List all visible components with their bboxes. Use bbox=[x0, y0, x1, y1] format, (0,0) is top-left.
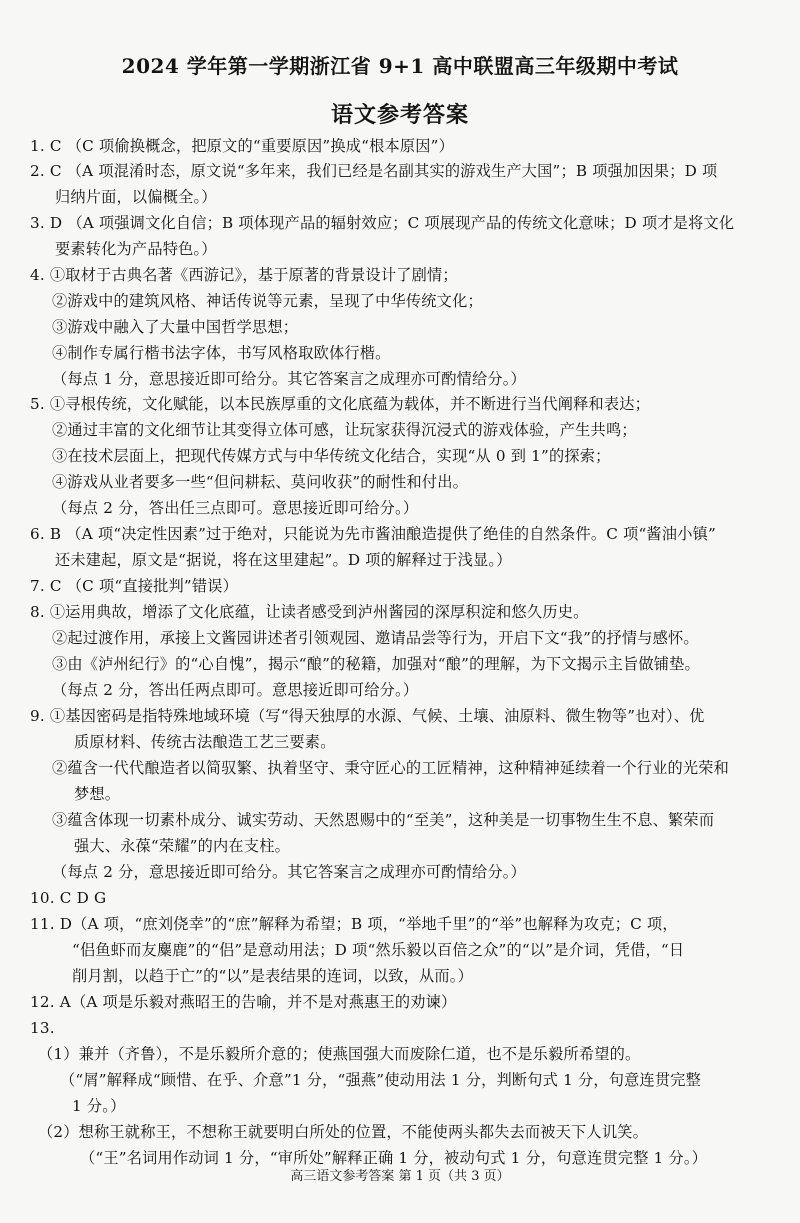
scoring-note: （每点 1 分，意思接近即可给分。其它答案言之成理亦可酌情给分。） bbox=[52, 370, 526, 388]
answer-line: 6. B （A 项“决定性因素”过于绝对，只能说为先市酱油酿造提供了绝佳的自然条件。C 项“酱油小镇” bbox=[30, 525, 716, 543]
answer-line: 13. bbox=[30, 1019, 55, 1037]
answer-line: ②起过渡作用，承接上文酱园讲述者引领观园、邀请品尝等行为，开启下文“我”的抒情与感怀。 bbox=[52, 629, 699, 647]
document-subtitle: 语文参考答案 bbox=[330, 102, 469, 128]
answer-line: ③由《泸州纪行》的“心自愧”，揭示“酿”的秘籍，加强对“酿”的理解，为下文揭示主旨做铺垫。 bbox=[52, 655, 700, 673]
answer-line: 10. C D G bbox=[30, 889, 107, 907]
page-footer: 高三语文参考答案 第 1 页（共 3 页） bbox=[290, 1169, 510, 1184]
answer-line: 梦想。 bbox=[74, 785, 121, 803]
answer-line: ②通过丰富的文化细节让其变得立体可感，让玩家获得沉浸式的游戏体验，产生共鸣； bbox=[52, 421, 637, 439]
answer-line: ④制作专属行楷书法字体，书写风格取欧体行楷。 bbox=[52, 344, 391, 362]
answer-line: （1）兼并（齐鲁），不是乐毅所介意的；使燕国强大而废除仁道，也不是乐毅所希望的。 bbox=[38, 1045, 641, 1063]
answer-line: 11. D（A 项，“庶刘侥幸”的“庶”解释为希望；B 项，“举地千里”的“举”也解释为攻克；C 项， bbox=[30, 915, 678, 933]
answer-line: 强大、永葆“荣耀”的内在支柱。 bbox=[74, 837, 290, 855]
answer-line: ③在技术层面上，把现代传媒方式与中华传统文化结合，实现“从 0 到 1”的探索； bbox=[52, 447, 611, 465]
answer-line: 质原材料、传统古法酿造工艺三要素。 bbox=[74, 733, 336, 751]
answer-line: 8. ①运用典故，增添了文化底蕴，让读者感受到泸州酱园的深厚积淀和悠久历史。 bbox=[30, 603, 589, 621]
answer-line: 归纳片面，以偏概全。） bbox=[55, 188, 217, 206]
answer-line: ③蕴含体现一切素朴成分、诚实劳动、天然恩赐中的“至美”，这种美是一切事物生生不息、繁荣而 bbox=[52, 811, 715, 829]
answer-line: 5. ①寻根传统，文化赋能，以本民族厚重的文化底蕴为载体，并不断进行当代阐释和表达； bbox=[30, 395, 651, 413]
answer-line: 1. C （C 项偷换概念，把原文的“重要原因”换成“根本原因”） bbox=[30, 137, 454, 155]
answer-line: 4. ①取材于古典名著《西游记》，基于原著的背景设计了剧情； bbox=[30, 266, 458, 284]
answer-line: 3. D （A 项强调文化自信；B 项体现产品的辐射效应；C 项展现产品的传统文化意味；D 项才是将文化 bbox=[30, 214, 735, 232]
scoring-note: 1 分。） bbox=[72, 1097, 126, 1115]
answer-line: ④游戏从业者要多一些“但问耕耘、莫问收获”的耐性和付出。 bbox=[52, 473, 469, 491]
answer-line: 要素转化为产品特色。） bbox=[55, 240, 217, 258]
answer-line: 还未建起，原文是“据说，将在这里建起”。D 项的解释过于浅显。） bbox=[55, 551, 512, 569]
answer-line: 12. A（A 项是乐毅对燕昭王的告喻，并不是对燕惠王的劝谏） bbox=[30, 993, 457, 1011]
answer-line: （2）想称王就称王，不想称王就要明白所处的位置，不能使两头都失去而被天下人讥笑。 bbox=[38, 1123, 648, 1141]
scoring-note: （“王”名词用作动词 1 分，“审所处”解释正确 1 分，被动句式 1 分，句意连贯完整 1 分。） bbox=[80, 1149, 708, 1167]
exam-title: 2024 学年第一学期浙江省 9+1 高中联盟高三年级期中考试 bbox=[121, 54, 679, 78]
scoring-note: （每点 2 分，答出任两点即可。意思接近即可给分。） bbox=[52, 681, 419, 699]
scoring-note: （“屑”解释成“顾惜、在乎、介意”1 分，“强燕”使动用法 1 分，判断句式 1 分，句意连贯完整 bbox=[60, 1071, 702, 1089]
scoring-note: （每点 2 分，意思接近即可给分。其它答案言之成理亦可酌情给分。） bbox=[52, 863, 526, 881]
answer-line: ③游戏中融入了大量中国哲学思想； bbox=[52, 318, 299, 336]
answer-line: ②蕴含一代代酿造者以简驭繁、执着坚守、秉守匠心的工匠精神，这种精神延续着一个行业的光荣和 bbox=[52, 759, 730, 777]
answer-line: 7. C （C 项“直接批判”错误） bbox=[30, 577, 239, 595]
answer-line: 2. C （A 项混淆时态，原文说“多年来，我们已经是名副其实的游戏生产大国”；B 项强加因果；D 项 bbox=[30, 162, 718, 180]
scoring-note: （每点 2 分，答出任三点即可。意思接近即可给分。） bbox=[52, 499, 419, 517]
answer-line: 9. ①基因密码是指特殊地域环境（写“得天独厚的水源、气候、土壤、油原料、微生物等”也对）、优 bbox=[30, 707, 705, 725]
answer-line: 削月割，以趋于亡”的“以”是表结果的连词，以致，从而。） bbox=[72, 967, 473, 985]
answer-line: ②游戏中的建筑风格、神话传说等元素，呈现了中华传统文化； bbox=[52, 292, 483, 310]
answer-line: “侣鱼虾而友麋鹿”的“侣”是意动用法；D 项“然乐毅以百倍之众”的“以”是介词，凭借，“日 bbox=[72, 941, 685, 959]
